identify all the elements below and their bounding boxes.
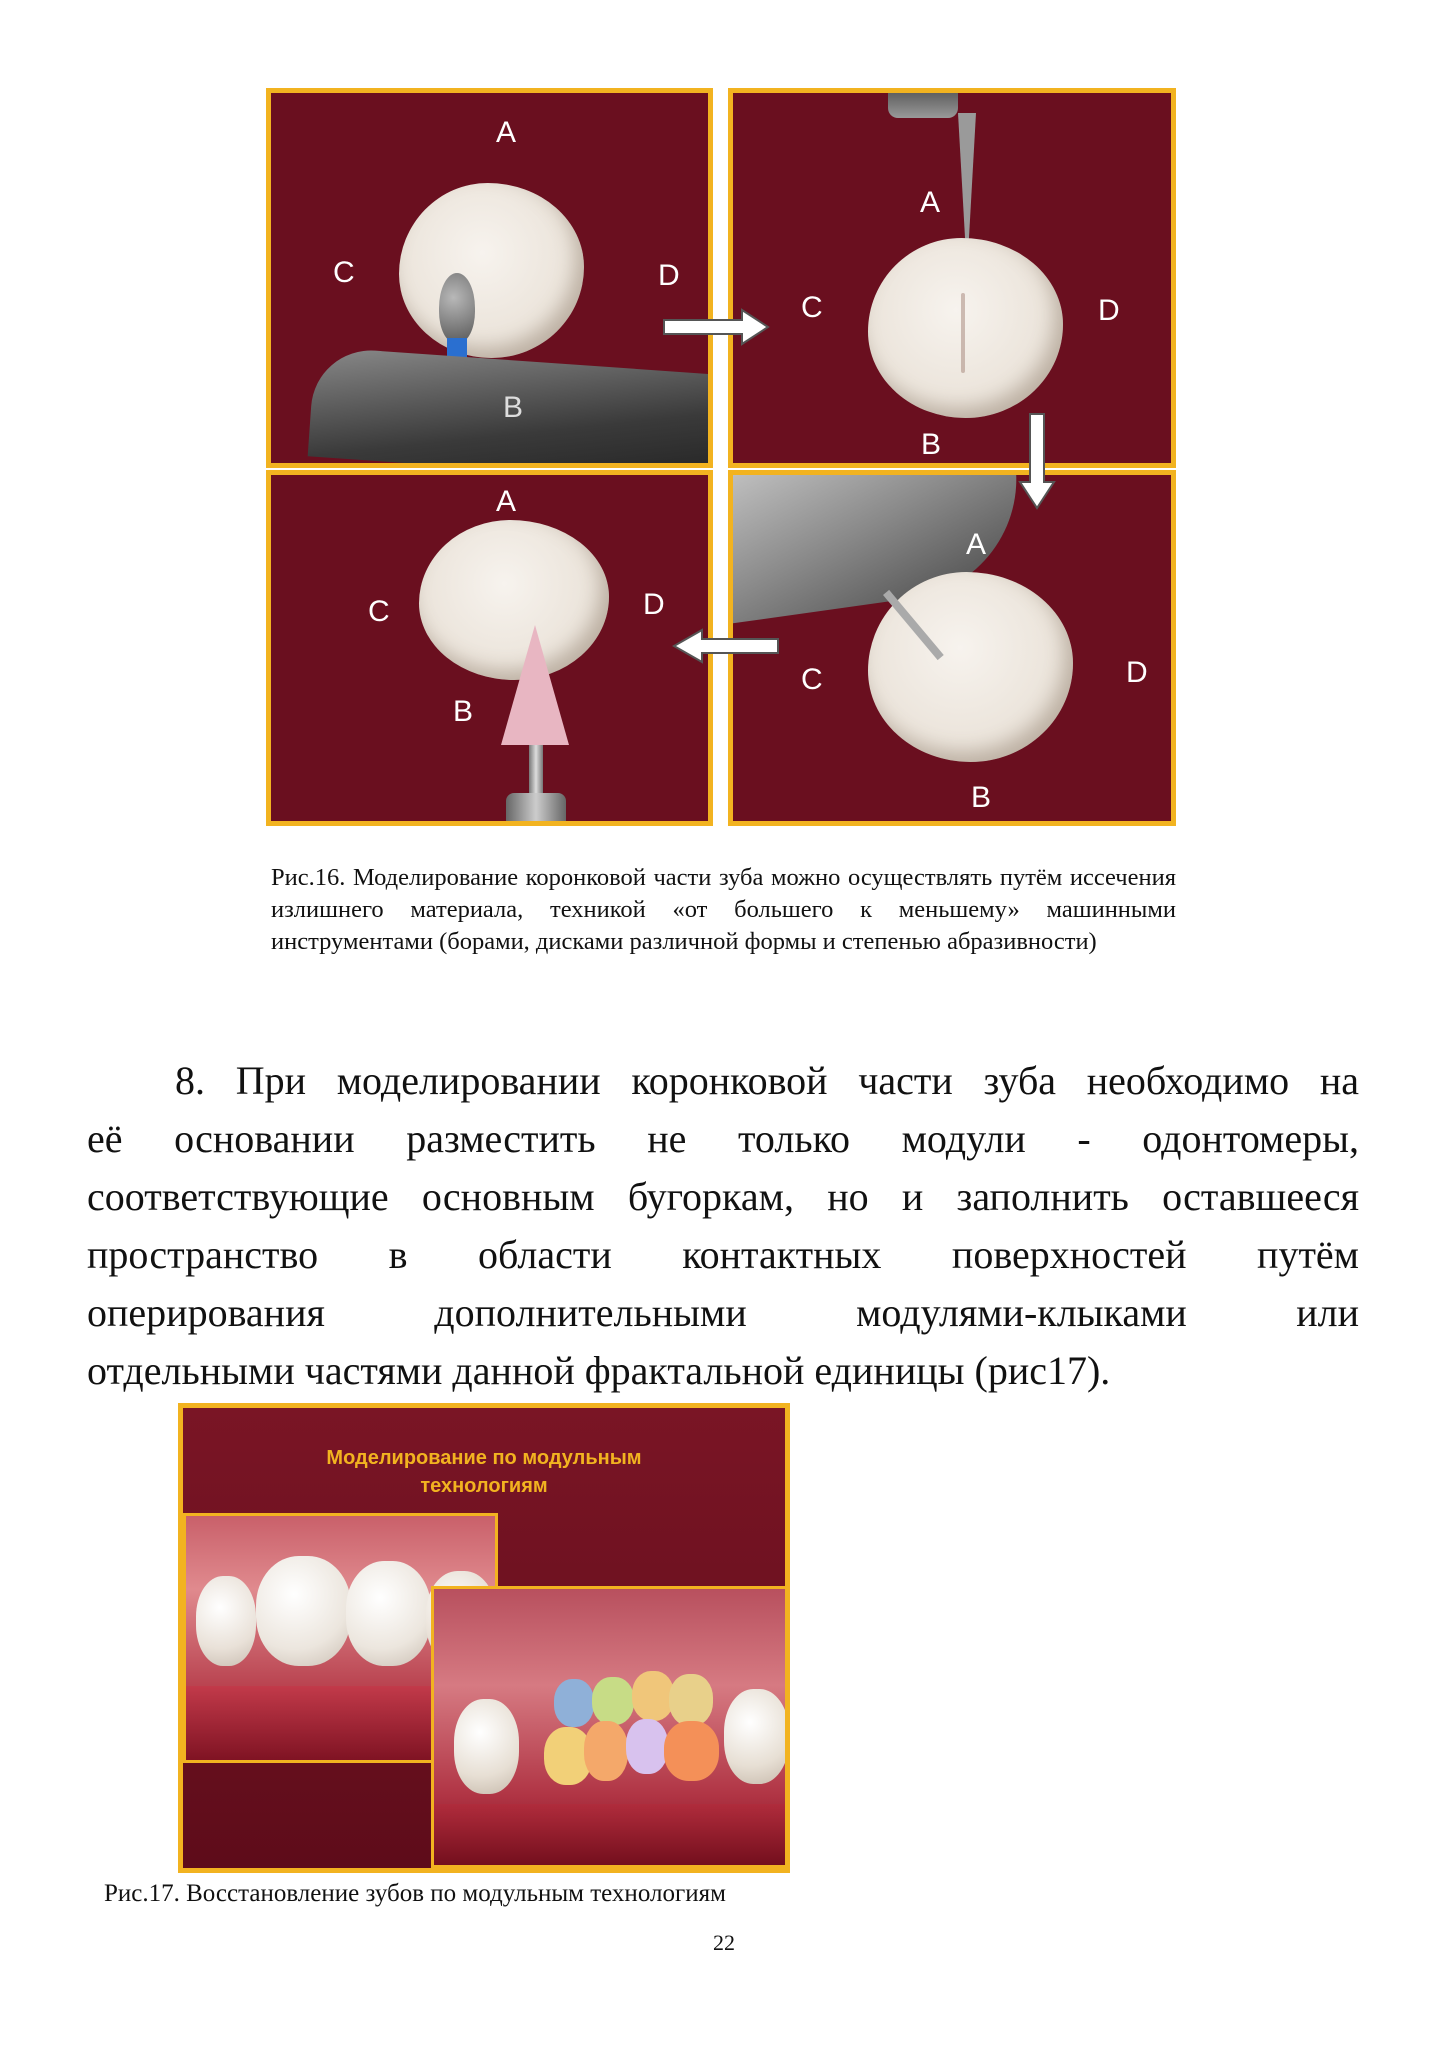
bur-handpiece-top — [888, 88, 958, 118]
label-b: B — [503, 391, 524, 424]
label-c: C — [801, 291, 823, 324]
slide-frame-line — [183, 1760, 433, 1763]
slide-title-line: Моделирование по модульным — [326, 1447, 642, 1469]
label-d: D — [1126, 656, 1148, 689]
photo-modular-modules — [431, 1586, 790, 1868]
figure-17-caption: Рис.17. Восстановление зубов по модульным технологиям — [104, 1880, 726, 1907]
fig16-panel-2 — [728, 88, 1176, 468]
arrow-down-icon — [1018, 412, 1056, 512]
figure-16-caption: Рис.16. Моделирование коронковой части зуба можно осуществлять путём иссечения излишнего материала, техникой «от большего к меньшему» машинными инструментами (борами, дисками различной формы и степенью абразивности) — [271, 864, 1176, 955]
arrow-right-icon — [662, 308, 772, 346]
stone-shank — [529, 745, 543, 800]
paragraph-line: соответствующие основным бугоркам, но и заполнить оставшееся — [87, 1174, 1359, 1219]
label-c: C — [368, 595, 390, 628]
label-d: D — [1098, 294, 1120, 327]
slide-title — [183, 1444, 785, 1500]
label-b: B — [921, 428, 942, 461]
stone-chuck — [506, 793, 566, 826]
central-fissure — [961, 293, 965, 373]
label-a: A — [496, 116, 517, 149]
label-a: A — [496, 485, 517, 518]
label-c: C — [333, 256, 355, 289]
label-a: A — [966, 528, 987, 561]
fig16-panel-1 — [266, 88, 713, 468]
label-d: D — [658, 259, 680, 292]
label-b: B — [971, 781, 992, 814]
fig16-panel-3 — [266, 470, 713, 826]
paragraph-line: пространство в области контактных поверхностей путём — [87, 1232, 1359, 1277]
body-paragraph — [87, 1052, 1359, 1400]
paragraph-line: 8. При моделировании коронковой части зуба необходимо на — [175, 1058, 1359, 1103]
page-number: 22 — [713, 1930, 735, 1955]
label-a: A — [920, 186, 941, 219]
tooth-crown — [868, 238, 1063, 418]
paragraph-line: оперирования дополнительными модулями-клыками или — [87, 1290, 1359, 1335]
abrasive-stone — [501, 625, 569, 745]
bur-tool — [439, 273, 475, 343]
fig16-panel-4 — [728, 470, 1176, 826]
paragraph-line: отдельными частями данной фрактальной единицы (рис17). — [87, 1348, 1111, 1393]
label-d: D — [643, 588, 665, 621]
figure-17-slide — [178, 1403, 790, 1873]
paragraph-line: её основании разместить не только модули - одонтомеры, — [87, 1116, 1359, 1161]
slide-title-line: технологиям — [420, 1475, 548, 1497]
label-c: C — [801, 663, 823, 696]
label-b: B — [453, 695, 474, 728]
tooth-crown — [399, 183, 584, 358]
slide-frame-line — [431, 1760, 434, 1870]
arrow-left-icon — [670, 628, 780, 664]
